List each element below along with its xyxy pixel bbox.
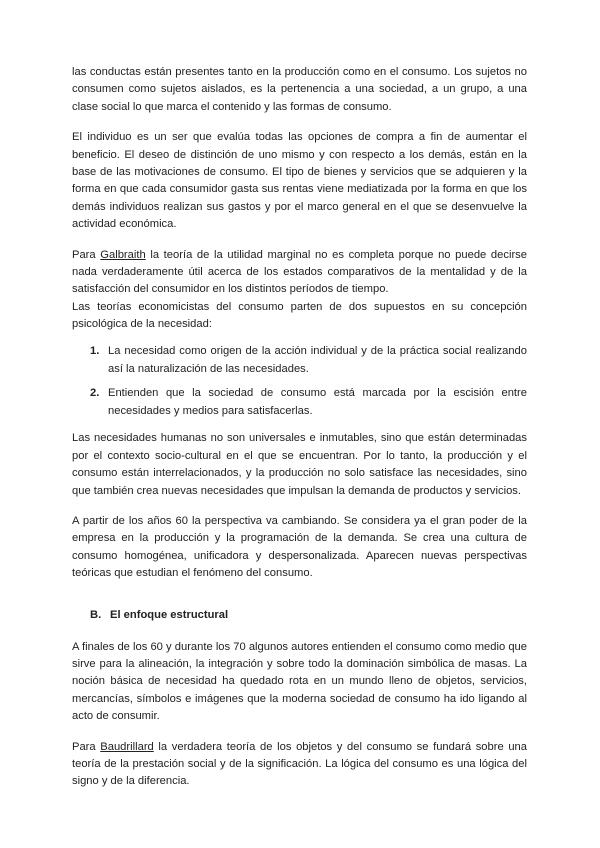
baudrillard-text: la verdadera teoría de los objetos y del consumo se fundará sobre una teoría de la prestación social y de la significación. La lógica del consumo es una lógica del signo y de la diferencia. [72,740,527,788]
section-letter: B. [90,608,102,621]
paragraph-human-needs: Las necesidades humanas no son universales e inmutables, sino que están determinadas por el contexto socio-cultural en el que se encuentran. Por lo tanto, la producción y el consumo están interrelacionados, y la producción no solo satisface las necesidades, sino que también crea nuevas necesidades que impulsan la demanda de productos y servicios. [72,432,527,497]
list-number: 2. [90,386,100,399]
document-page [72,64,527,791]
paragraph-consumption-behaviour: las conductas están presentes tanto en la producción como en el consumo. Los sujetos no consumen como sujetos aislados, es la pertenencia a una sociedad, a un grupo, a una clase social lo que marca el contenido y las formas de consumo. [72,66,527,113]
list-text: La necesidad como origen de la acción individual y de la práctica social realizando así la naturalización de las necesidades. [108,344,527,376]
baudrillard-link[interactable]: Baudrillard [100,740,154,753]
baudrillard-prefix: Para [72,740,101,753]
paragraph-galbraith [72,247,527,299]
galbraith-link[interactable]: Galbraith [100,248,146,261]
section-heading [72,607,527,624]
paragraph-sixties: A partir de los años 60 la perspectiva va cambiando. Se considera ya el gran poder de la empresa en la producción y la programación de la demanda. Se crea una cultura de consumo homogénea, unificadora y despersonalizada. Aparecen nuevas perspectivas teóricas que estudian el fenómeno del consumo. [72,514,527,580]
assumptions-list [72,342,527,421]
paragraph-economicist-theories: Las teorías economicistas del consumo parten de dos supuestos en su concepción psicológica de la necesidad: [72,300,527,331]
paragraph-baudrillard [72,739,527,791]
galbraith-prefix: Para [72,248,101,261]
list-number: 1. [90,344,100,357]
paragraph-structural: A finales de los 60 y durante los 70 algunos autores entienden el consumo como medio que sirve para la alineación, la integración y sobre todo la dominación simbólica de masas. La noción básica de necesidad ha quedado rota en un mundo lleno de objetos, servicios, mercancías, símbolos e imágenes que la moderna sociedad de consumo ha ido ligando al acto de consumir. [72,640,527,723]
list-item [72,342,527,379]
list-item [72,384,527,421]
galbraith-text: la teoría de la utilidad marginal no es completa porque no puede decirse nada verdaderamente útil acerca de los estados comparativos de la mentalidad y de la satisfacción del consumidor en los distintos períodos de tiempo. [72,248,527,296]
section-title: El enfoque estructural [110,608,229,621]
paragraph-individual: El individuo es un ser que evalúa todas las opciones de compra a fin de aumentar el beneficio. El deseo de distinción de uno mismo y con respecto a los demás, están en la base de las motivaciones de consumo. El tipo de bienes y servicios que se adquieren y la forma en que cada consumidor gasta sus rentas viene mediatizada por la forma en que los demás individuos realizan sus gastos y por el marco general en el que se desenvuelve la actividad económica. [72,131,527,231]
list-text: Entienden que la sociedad de consumo está marcada por la escisión entre necesidades y medios para satisfacerlas. [108,386,527,417]
